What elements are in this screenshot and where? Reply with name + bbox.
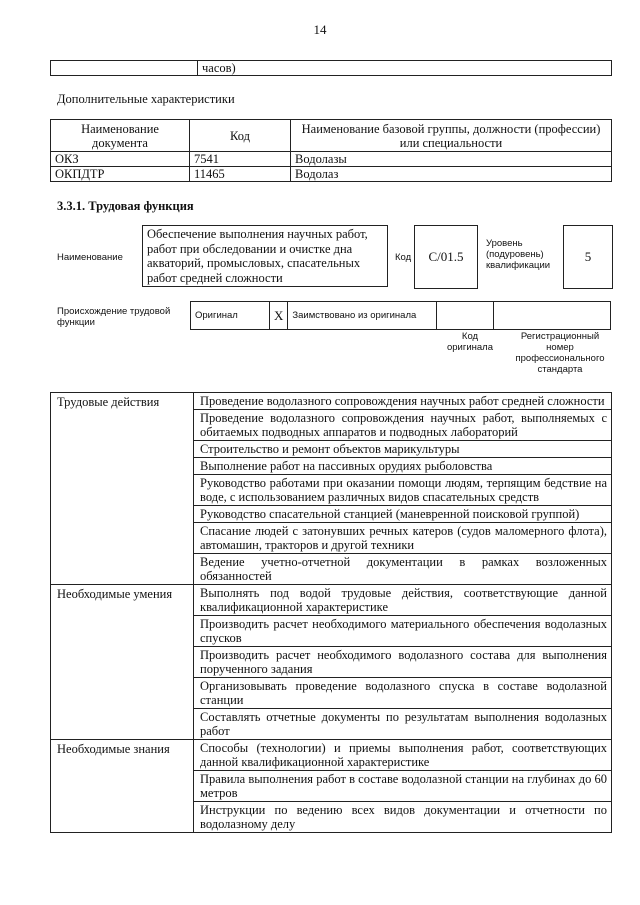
list-item: Ведение учетно-отчетной документации в рамках возложенных обязанностей	[194, 554, 612, 585]
list-item: Строительство и ремонт объектов марикультуры	[194, 441, 612, 458]
code-caption: Код оригинала	[446, 331, 493, 353]
list-item: Производить расчет необходимого материального обеспечения водолазных спусков	[194, 616, 612, 647]
list-item: Проведение водолазного сопровождения научных работ средней сложности	[194, 393, 612, 410]
table-row	[51, 152, 612, 167]
function-name-box: Обеспечение выполнения научных работ, работ при обследовании и очистке дна акваторий, промысловых, спасательных работ средней сложности	[142, 225, 388, 287]
group-title-skills: Необходимые умения	[51, 585, 194, 740]
list-item: Составлять отчетные документы по результатам выполнения водолазных работ	[194, 709, 612, 740]
origin-reg-cell	[494, 302, 611, 330]
list-item: Руководство работами при оказании помощи людям, терпящим бедствие на воде, с использованием различных видов спасательных средств	[194, 475, 612, 506]
cell-code: 7541	[190, 152, 291, 167]
additional-characteristics-title: Дополнительные характеристики	[57, 92, 235, 106]
cell-name: Водолаз	[291, 167, 612, 182]
top-fragment-table	[50, 60, 612, 76]
list-item: Организовывать проведение водолазного спуска в составе водолазной станции	[194, 678, 612, 709]
list-item: Проведение водолазного сопровождения научных работ, выполняемых с обитаемых подводных аппаратов и подводных лабораторий	[194, 410, 612, 441]
list-item: Руководство спасательной станцией (маневренной поисковой группой)	[194, 506, 612, 523]
top-fragment-left	[51, 61, 198, 76]
origin-code-cell	[437, 302, 494, 330]
origin-table	[190, 301, 611, 330]
header-group: Наименование базовой группы, должности (профессии) или специальности	[291, 120, 612, 152]
origin-label: Происхождение трудовой функции	[57, 306, 171, 328]
table-row	[51, 585, 612, 616]
table-row	[51, 740, 612, 771]
list-item: Выполнять под водой трудовые действия, соответствующие данной квалификационной характеристике	[194, 585, 612, 616]
header-code: Код	[190, 120, 291, 152]
table-row	[51, 393, 612, 410]
code-label: Код	[395, 252, 412, 263]
top-fragment-right: часов)	[198, 61, 612, 76]
list-item: Инструкции по ведению всех видов документации и отчетности по водолазному делу	[194, 802, 612, 833]
group-title-knowledge: Необходимые знания	[51, 740, 194, 833]
function-code-box: С/01.5	[414, 225, 478, 289]
function-title: 3.3.1. Трудовая функция	[57, 199, 194, 213]
competency-table	[50, 392, 612, 833]
cell-doc: ОКПДТР	[51, 167, 190, 182]
additional-characteristics-table	[50, 119, 612, 182]
cell-name: Водолазы	[291, 152, 612, 167]
reg-caption: Регистрационный номер профессионального стандарта	[515, 331, 605, 375]
level-value-box: 5	[563, 225, 613, 289]
list-item: Способы (технологии) и приемы выполнения работ, соответствующих данной квалификационной характеристике	[194, 740, 612, 771]
list-item: Выполнение работ на пассивных орудиях рыболовства	[194, 458, 612, 475]
level-label: Уровень (подуровень) квалификации	[486, 238, 551, 271]
list-item: Правила выполнения работ в составе водолазной станции на глубинах до 60 метров	[194, 771, 612, 802]
table-row	[51, 167, 612, 182]
origin-borrowed: Заимствовано из оригинала	[288, 302, 437, 330]
list-item: Спасание людей с затонувших речных катеров (судов маломерного флота), автомашин, тракторов и другой техники	[194, 523, 612, 554]
group-title-actions: Трудовые действия	[51, 393, 194, 585]
name-label: Наименование	[57, 252, 123, 263]
list-item: Производить расчет необходимого водолазного состава для выполнения порученного задания	[194, 647, 612, 678]
origin-mark: X	[270, 302, 288, 330]
cell-code: 11465	[190, 167, 291, 182]
header-document: Наименование документа	[51, 120, 190, 152]
origin-original: Оригинал	[191, 302, 270, 330]
page-number: 14	[313, 22, 327, 37]
cell-doc: ОКЗ	[51, 152, 190, 167]
